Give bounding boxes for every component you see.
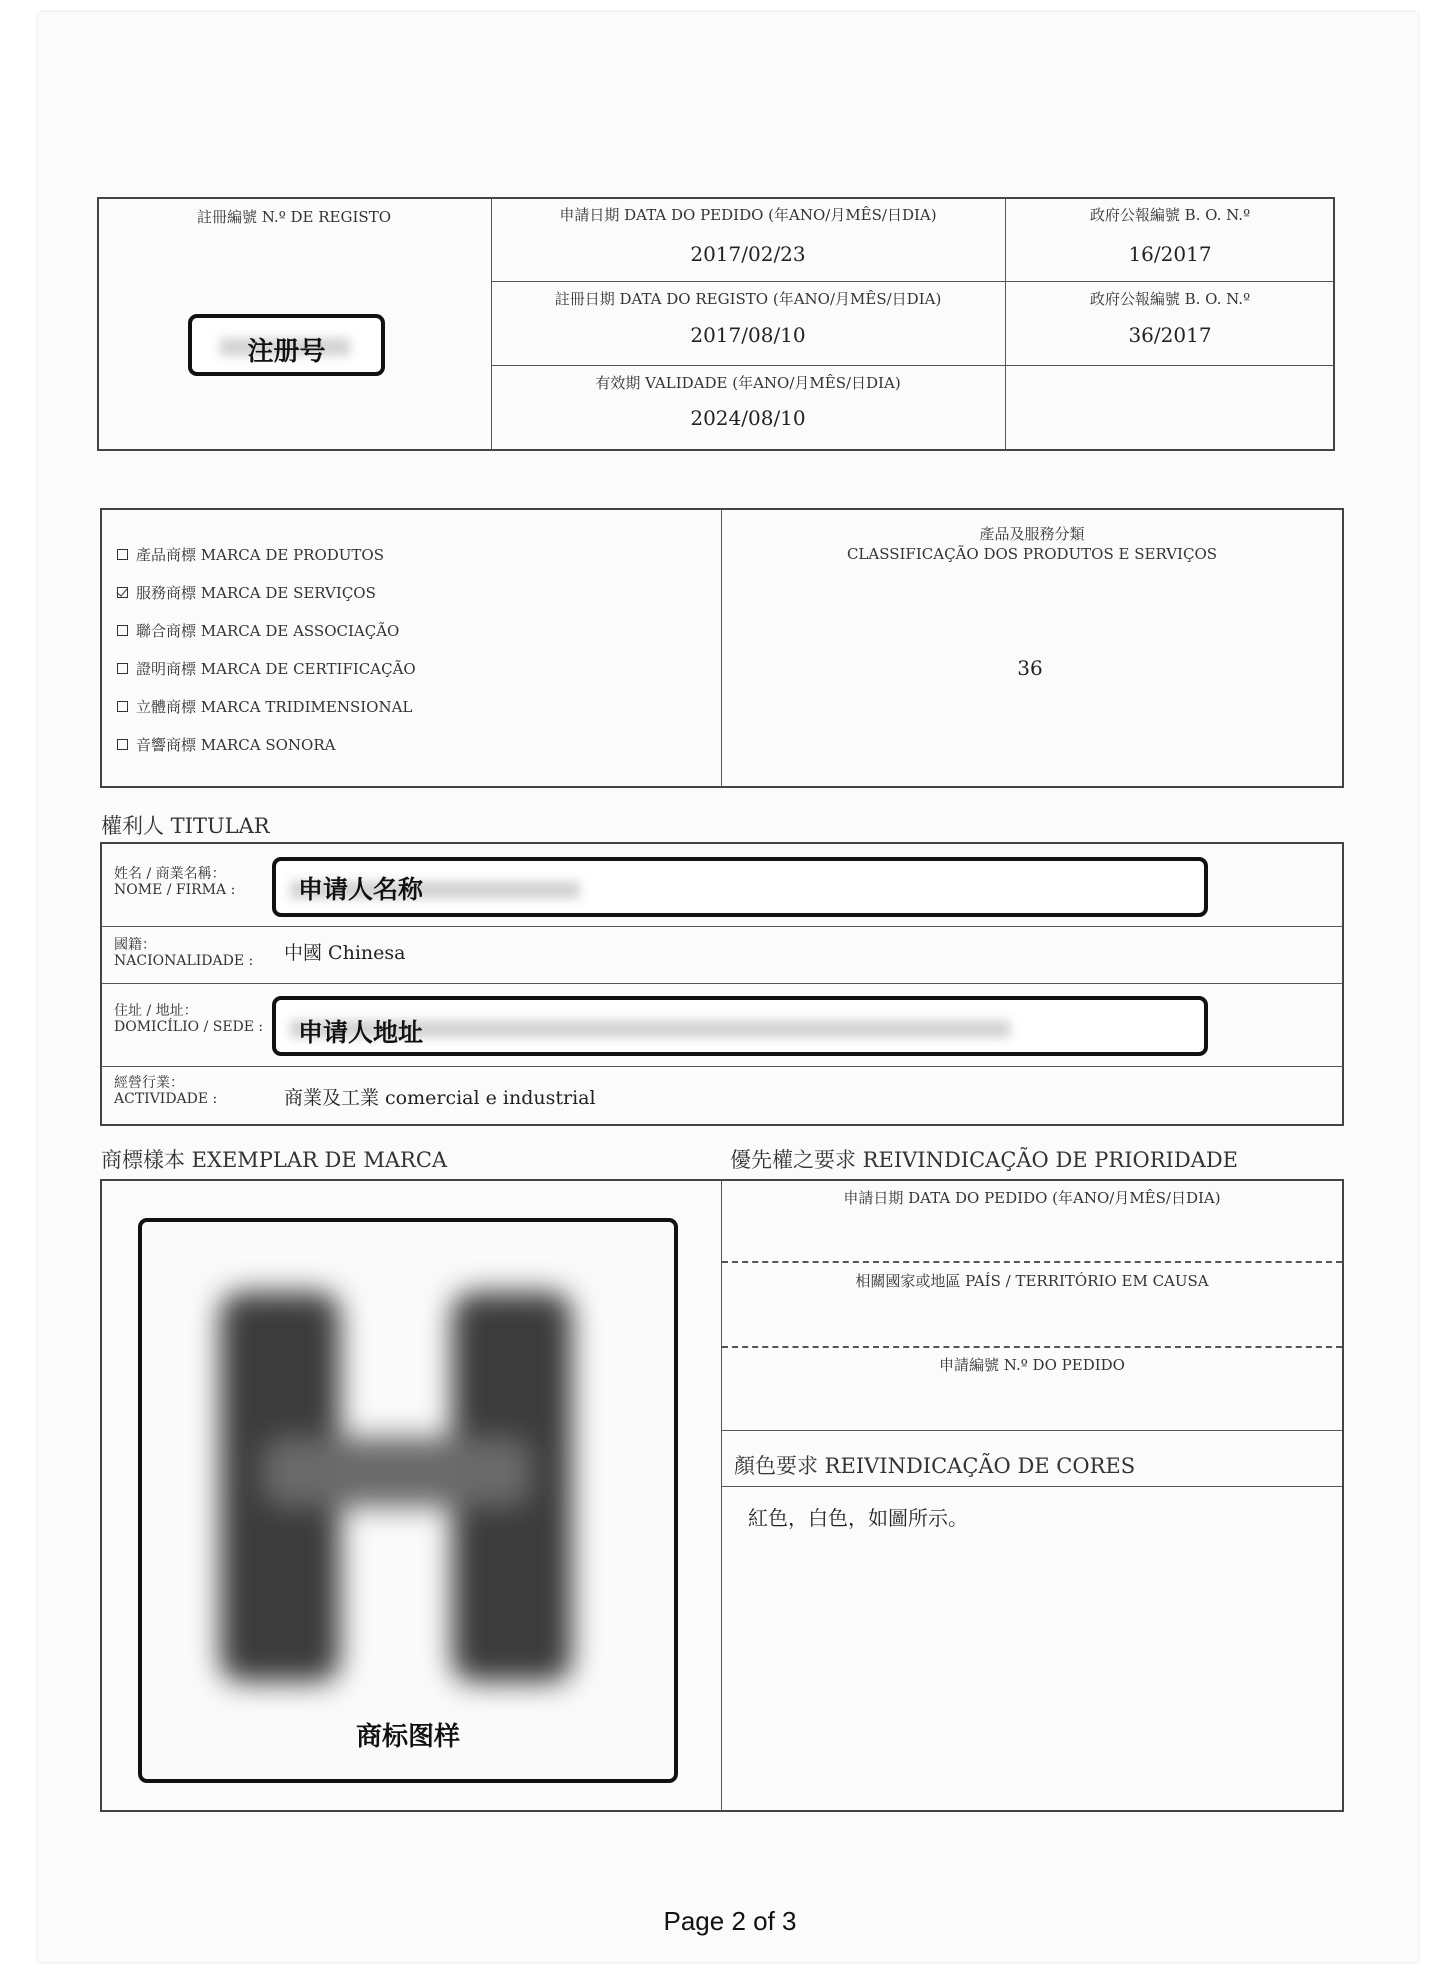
mark-type-option <box>117 544 384 565</box>
bon-value-1: 16/2017 <box>1128 242 1212 266</box>
name-label-pt: NOME / FIRMA : <box>114 882 236 898</box>
name-label-zh: 姓名 / 商業名稱： <box>114 866 226 882</box>
priority-separator <box>722 1346 1342 1348</box>
filing-date-value: 2017/02/23 <box>690 242 806 266</box>
trademark-specimen-placeholder: 商标图样 <box>355 1722 460 1752</box>
mark-type-option <box>117 696 412 717</box>
checkbox-icon <box>117 739 128 750</box>
mark-type-label: 聯合商標 MARCA DE ASSOCIAÇÃO <box>136 622 400 640</box>
validity-label: 有效期 VALIDADE (年ANO/月MÊS/日DIA) <box>595 374 901 392</box>
address-label-pt: DOMICÍLIO / SEDE : <box>114 1019 264 1035</box>
trademark-logo-blurred <box>262 1437 532 1507</box>
registration-number-placeholder: 注册号 <box>247 337 326 367</box>
nationality-label-pt: NACIONALIDADE : <box>114 953 254 969</box>
applicant-address-redaction <box>272 996 1208 1056</box>
classification-label-zh: 產品及服務分類 <box>979 525 1085 543</box>
activity-label <box>114 1075 217 1107</box>
titular-divider <box>101 983 1343 984</box>
colors-value: 紅色，白色，如圖所示。 <box>748 1506 968 1530</box>
registration-date-label: 註冊日期 DATA DO REGISTO (年ANO/月MÊS/日DIA) <box>554 290 942 308</box>
checkbox-icon <box>117 625 128 636</box>
colors-divider <box>722 1486 1342 1487</box>
mark-type-option <box>117 582 376 603</box>
priority-application-number-label: 申請編號 N.º DO PEDIDO <box>939 1356 1125 1374</box>
activity-label-zh: 經營行業： <box>114 1075 184 1091</box>
activity-label-pt: ACTIVIDADE : <box>114 1091 218 1107</box>
titular-divider <box>101 926 1343 927</box>
nationality-label-zh: 國籍： <box>114 937 156 953</box>
header-divider <box>492 281 1334 282</box>
classification-label-pt: CLASSIFICAÇÃO DOS PRODUTOS E SERVIÇOS <box>846 545 1218 563</box>
validity-date-value: 2024/08/10 <box>690 406 806 430</box>
priority-separator <box>722 1261 1342 1263</box>
nationality-value: 中國 Chinesa <box>284 942 406 964</box>
nationality-label <box>114 937 253 969</box>
mark-type-option <box>117 734 335 755</box>
checkbox-icon <box>117 549 128 560</box>
bon-label-2: 政府公報編號 B. O. N.º <box>1089 290 1251 308</box>
mark-type-label: 音響商標 MARCA SONORA <box>136 736 336 754</box>
priority-section-title: 優先權之要求 REIVINDICAÇÃO DE PRIORIDADE <box>730 1148 1239 1172</box>
specimen-section-title: 商標樣本 EXEMPLAR DE MARCA <box>101 1148 448 1172</box>
address-label-zh: 住址 / 地址： <box>114 1003 198 1019</box>
checkbox-icon <box>117 663 128 674</box>
checkbox-checked-icon <box>117 587 128 598</box>
titular-section-title: 權利人 TITULAR <box>101 814 270 838</box>
colors-section-title: 顏色要求 REIVINDICAÇÃO DE CORES <box>734 1454 1136 1478</box>
trademark-specimen-redaction <box>138 1218 678 1783</box>
priority-date-label: 申請日期 DATA DO PEDIDO (年ANO/月MÊS/日DIA) <box>843 1189 1221 1207</box>
mark-type-label: 服務商標 MARCA DE SERVIÇOS <box>136 584 376 602</box>
mark-type-option <box>117 620 399 641</box>
applicant-name-placeholder: 申请人名称 <box>298 875 424 904</box>
titular-divider <box>101 1066 1343 1067</box>
address-label <box>114 1003 263 1035</box>
page-number: Page 2 of 3 <box>663 1906 797 1936</box>
registration-date-value: 2017/08/10 <box>690 323 806 347</box>
priority-bottom-divider <box>722 1430 1342 1431</box>
mark-type-label: 產品商標 MARCA DE PRODUTOS <box>136 546 385 564</box>
name-label <box>114 866 235 898</box>
bon-label-1: 政府公報編號 B. O. N.º <box>1089 206 1251 224</box>
bon-value-2: 36/2017 <box>1128 323 1212 347</box>
registration-number-redaction <box>188 314 385 376</box>
mark-type-label: 立體商標 MARCA TRIDIMENSIONAL <box>136 698 413 716</box>
applicant-name-redaction <box>272 857 1208 917</box>
priority-country-label: 相關國家或地區 PAÍS / TERRITÓRIO EM CAUSA <box>855 1272 1209 1290</box>
mark-type-label: 證明商標 MARCA DE CERTIFICAÇÃO <box>136 660 416 678</box>
checkbox-icon <box>117 701 128 712</box>
classification-value: 36 <box>1017 656 1043 680</box>
mark-type-option <box>117 658 416 679</box>
activity-value: 商業及工業 comercial e industrial <box>284 1087 596 1109</box>
registration-number-label: 註冊編號 N.º DE REGISTO <box>197 208 391 226</box>
applicant-address-placeholder: 申请人地址 <box>298 1018 424 1047</box>
filing-date-label: 申請日期 DATA DO PEDIDO (年ANO/月MÊS/日DIA) <box>559 206 937 224</box>
header-divider <box>492 365 1334 366</box>
